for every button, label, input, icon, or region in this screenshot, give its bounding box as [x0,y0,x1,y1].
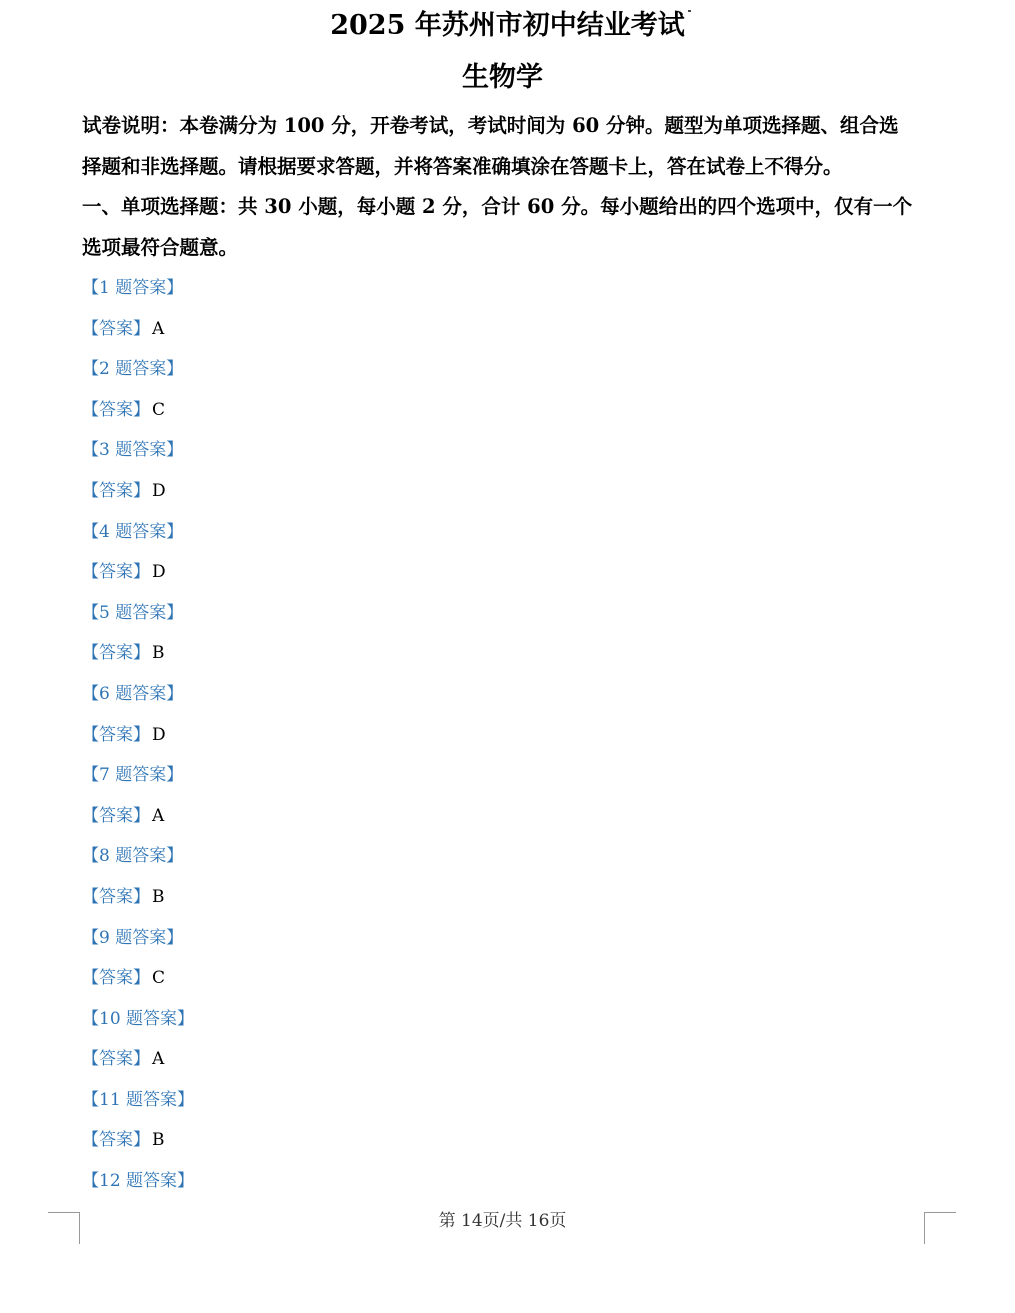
question-header-8: 【8 题答案】 [82,846,184,867]
page-number-footer: 第 14页/共 16页 [438,1211,567,1231]
answer-value: D [152,480,166,501]
answer-tag: 【答案】 [82,724,150,745]
answer-row-6 [82,715,682,756]
answer-tag: 【答案】 [82,805,150,826]
answer-row-4 [82,552,682,593]
answer-tag: 【答案】 [82,399,150,420]
answer-row-10 [82,1039,682,1080]
answer-row-11 [82,1120,682,1161]
document-title: 2025 年苏州市初中结业考试 [330,10,685,41]
answer-tag: 【答案】 [82,480,150,501]
section-heading-line-1: 一、单项选择题：共 30 小题，每小题 2 分，合计 60 分。每小题给出的四个选项中，仅有一个 [82,195,913,218]
section-heading-line-2: 选项最符合题意。 [82,236,239,259]
answer-value: A [152,805,165,826]
answer-row-5 [82,633,682,674]
question-header-9: 【9 题答案】 [82,927,184,948]
answer-value: D [152,724,166,745]
instructions-line-2: 择题和非选择题。请根据要求答题，并将答案准确填涂在答题卡上，答在试卷上不得分。 [82,155,843,178]
answer-tag: 【答案】 [82,968,150,989]
question-header-7: 【7 题答案】 [82,765,184,786]
answer-row-9 [82,958,682,999]
question-header-10: 【10 题答案】 [82,1008,195,1029]
answer-list [82,268,682,1202]
question-header-3: 【3 题答案】 [82,440,184,461]
answer-value: C [152,399,166,420]
answer-value: B [152,886,165,907]
answer-value: D [152,562,166,583]
question-header-2: 【2 题答案】 [82,359,184,380]
answer-row-2 [82,390,682,431]
answer-value: B [152,1130,165,1151]
answer-tag: 【答案】 [82,562,150,583]
question-header-6: 【6 题答案】 [82,683,184,704]
question-header-11: 【11 题答案】 [82,1089,195,1110]
answer-tag: 【答案】 [82,318,150,339]
answer-tag: 【答案】 [82,643,150,664]
answer-value: A [152,318,165,339]
answer-row-8 [82,877,682,918]
question-header-1: 【1 题答案】 [82,278,184,298]
answer-row-7 [82,796,682,837]
answer-value: A [152,1049,165,1070]
stray-mark [688,10,691,12]
answer-row-1 [82,309,682,350]
answer-tag: 【答案】 [82,1130,150,1151]
question-header-4: 【4 题答案】 [82,521,184,542]
answer-row-3 [82,471,682,512]
question-header-5: 【5 题答案】 [82,602,184,623]
answer-value: C [152,968,166,989]
instructions-line-1: 试卷说明：本卷满分为 100 分，开卷考试，考试时间为 60 分钟。题型为单项选择题、组合选 [82,114,899,137]
answer-tag: 【答案】 [82,886,150,907]
document-subtitle: 生物学 [462,62,543,93]
question-header-12: 【12 题答案】 [82,1171,195,1192]
answer-value: B [152,643,165,664]
answer-tag: 【答案】 [82,1049,150,1070]
